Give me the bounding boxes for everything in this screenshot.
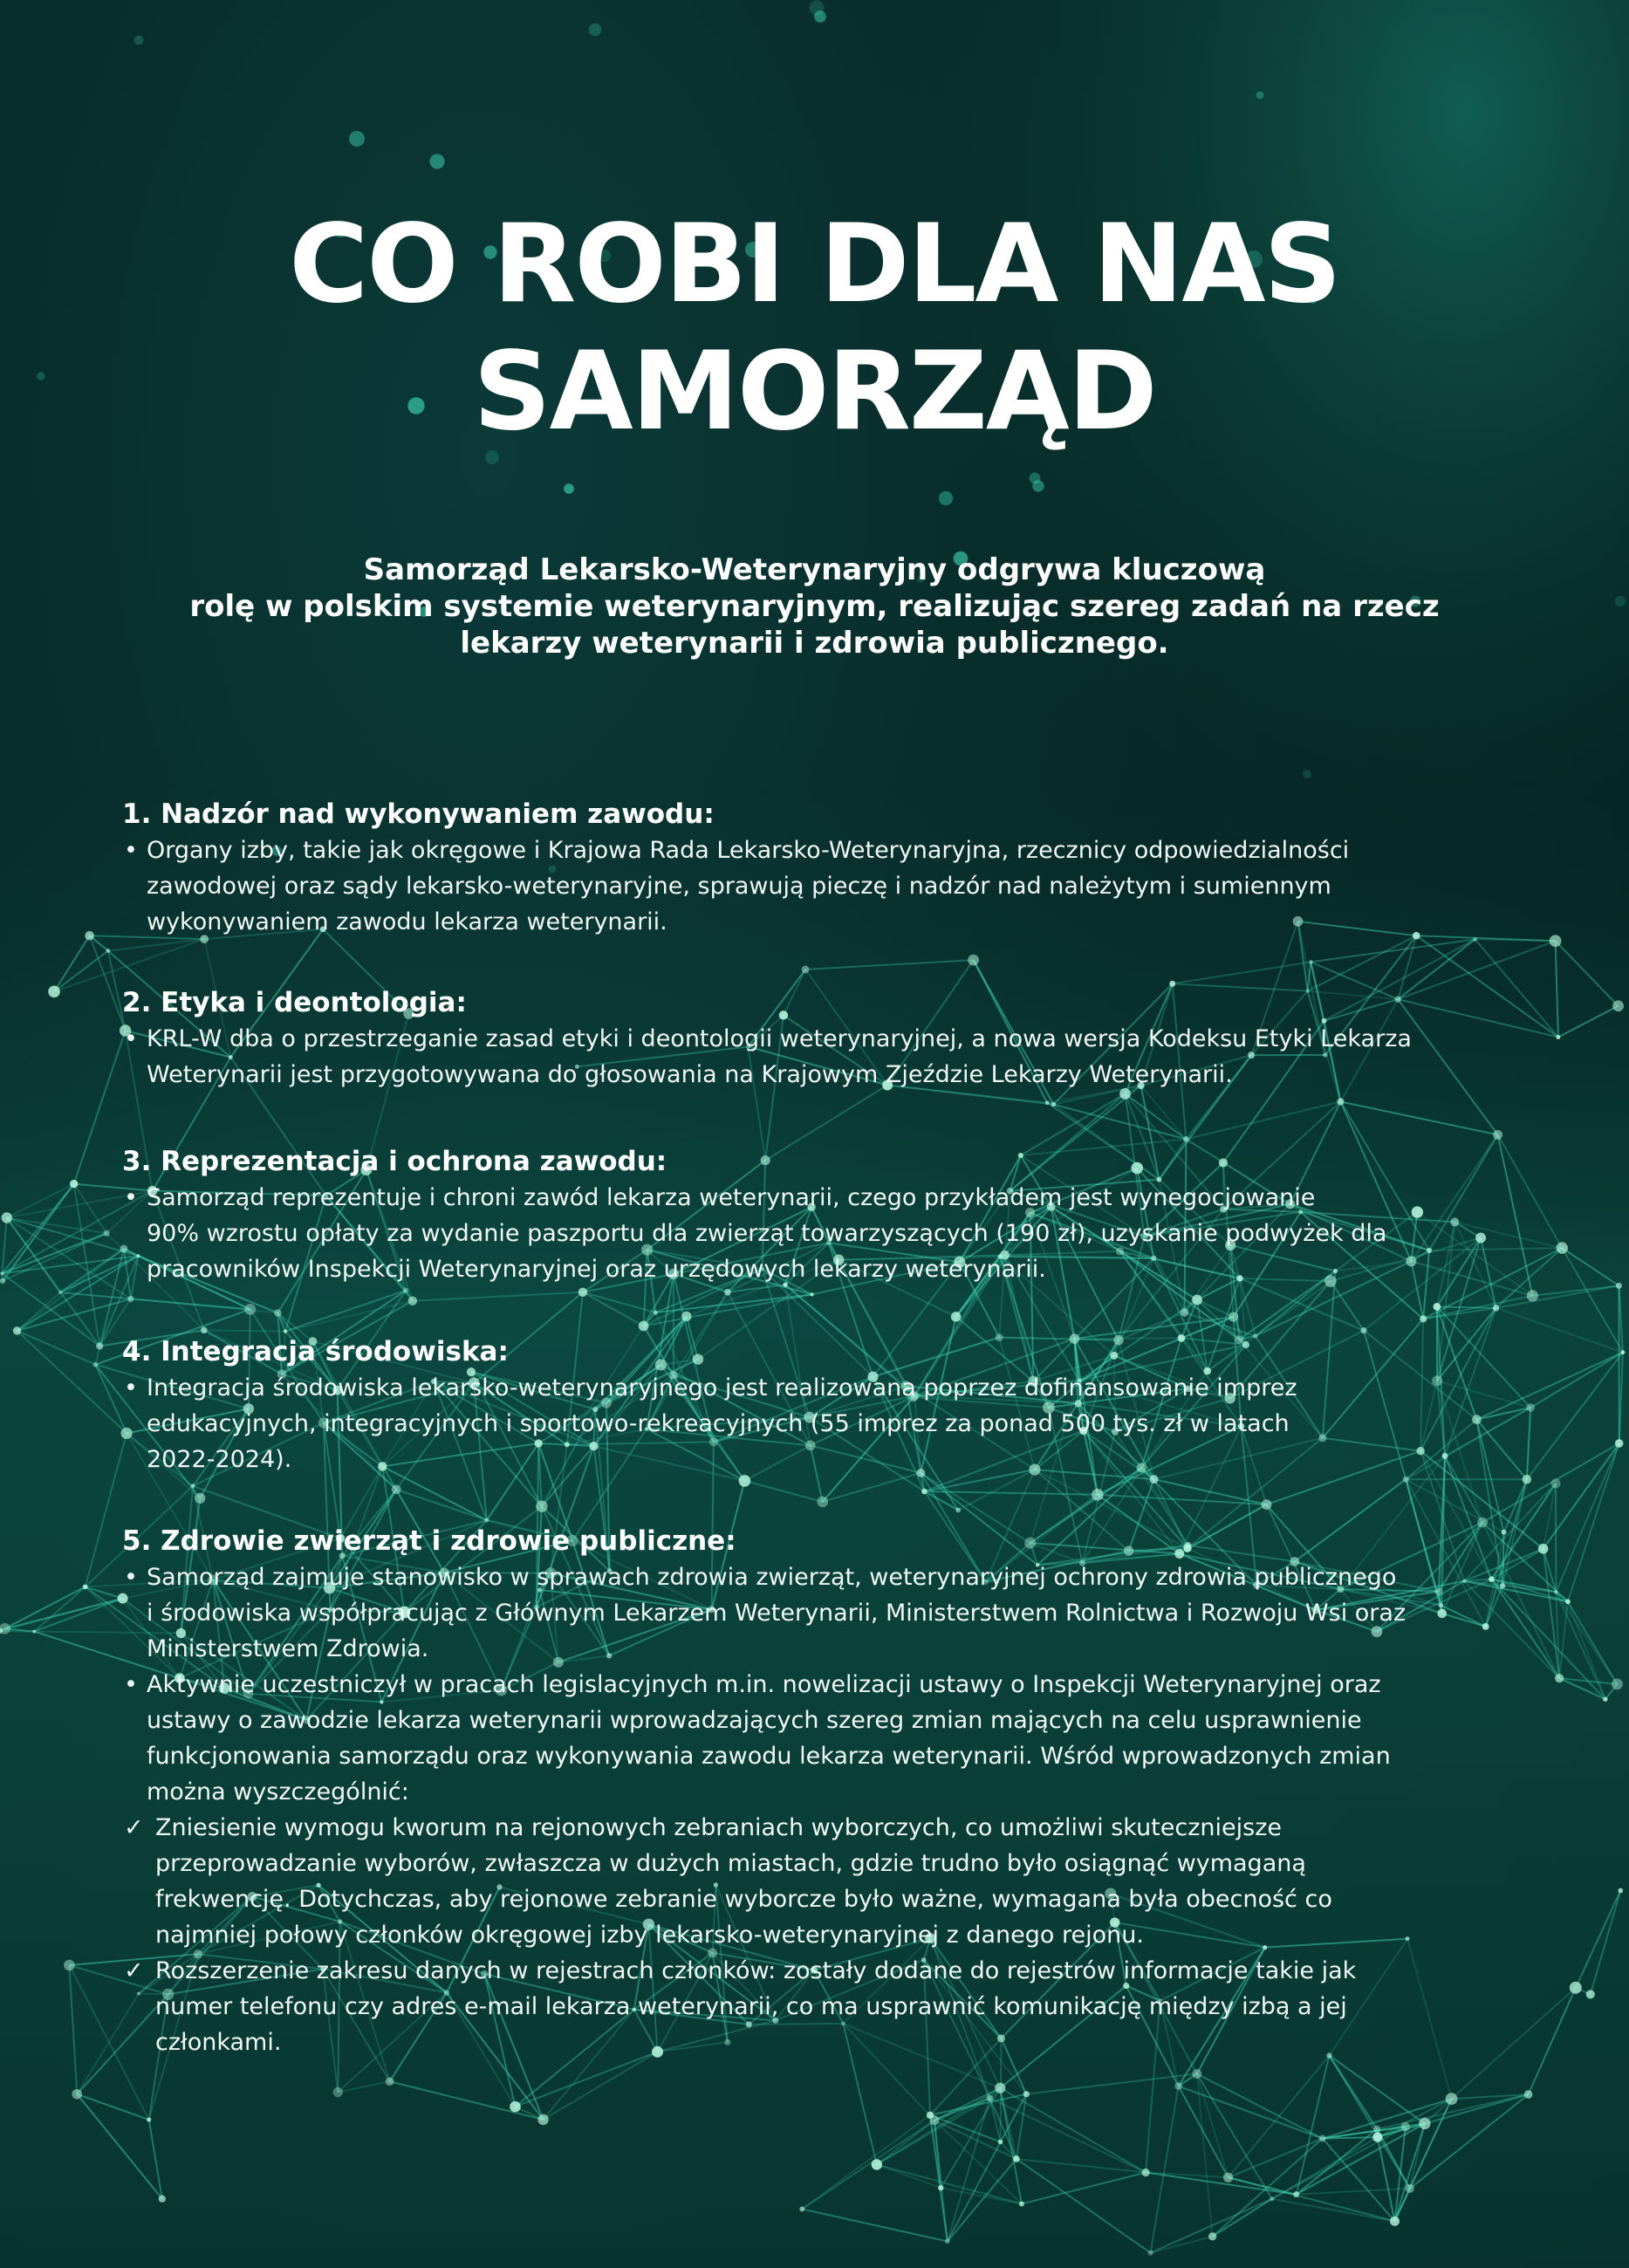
text-line: przeprowadzanie wyborów, zwłaszcza w dużych miastach, gdzie trudno było osiągnąć wymaganą [155,1850,1306,1877]
text-line: i środowiska współpracując z Głównym Lekarzem Weterynarii, Ministerstwem Rolnictwa i Rozwoju Wsi oraz [147,1600,1407,1627]
text-line: wykonywaniem zawodu lekarza weterynarii. [147,908,667,935]
text-line: • Integracja środowiska lekarsko-weterynaryjnego jest realizowana poprzez dofinansowanie imprez [147,1374,1297,1401]
intro-line-1: Samorząd Lekarsko-Weterynaryjny odgrywa kluczową [363,552,1266,587]
intro-line-2: rolę w polskim systemie weterynaryjnym, realizując szereg zadań na rzecz [189,589,1440,624]
bullet-item [122,1021,1518,1093]
page-title [0,201,1629,456]
text-line: Weterynarii jest przygotowywana do głosowania na Krajowym Zjeździe Lekarzy Weterynarii. [147,1061,1233,1088]
checkmark-icon: ✓ [124,1814,144,1841]
intro-paragraph [157,552,1472,661]
title-line-1: CO ROBI DLA NAS [289,202,1340,327]
section-heading: 3. Reprezentacja i ochrona zawodu: [122,1146,667,1177]
text-line: można wyszczególnić: [147,1778,409,1805]
text-line: funkcjonowania samorządu oraz wykonywania zawodu lekarza weterynarii. Wśród wprowadzonych zmian [147,1743,1391,1770]
text-line: • Aktywnie uczestniczył w pracach legislacyjnych m.in. nowelizacji ustawy o Inspekcji Weterynaryjnej oraz [147,1671,1381,1698]
text-line: edukacyjnych, integracyjnych i sportowo-rekreacyjnych (55 imprez za ponad 500 tys. zł w latach [147,1410,1290,1437]
text-line: Rozszerzenie zakresu danych w rejestrach członków: zostały dodane do rejestrów informacje takie jak [155,1957,1357,1984]
checklist-item [122,1953,1518,2060]
text-line: • KRL-W dba o przestrzeganie zasad etyki i deontologii weterynaryjnej, a nowa wersja Kodeksu Etyki Lekarza [147,1025,1412,1052]
section-4 [122,1333,1518,1477]
section-2 [122,984,1518,1093]
title-line-2: SAMORZĄD [473,329,1156,455]
text-line: 2022-2024). [147,1446,292,1473]
checkmark-icon: ✓ [124,1957,144,1984]
section-1 [122,796,1518,940]
bullet-item [122,1667,1518,1810]
text-line: najmniej połowy członków okręgowej izby lekarsko-weterynaryjnej z danego rejonu. [155,1922,1144,1949]
text-line: numer telefonu czy adres e-mail lekarza weterynarii, co ma usprawnić komunikację między izbą a jej [155,1993,1347,2020]
section-heading: 2. Etyka i deontologia: [122,987,467,1018]
bullet-item [122,1180,1518,1287]
text-line: Ministerstwem Zdrowia. [147,1635,429,1662]
text-line: ustawy o zawodzie lekarza weterynarii wprowadzających szereg zmian mających na celu usprawnienie [147,1707,1362,1734]
text-line: frekwencję. Dotychczas, aby rejonowe zebranie wyborcze było ważne, wymagana była obecność co [155,1886,1332,1913]
text-line: • Organy izby, takie jak okręgowe i Krajowa Rada Lekarsko-Weterynaryjna, rzecznicy odpowiedzialności [147,837,1350,864]
intro-line-3: lekarzy weterynarii i zdrowia publicznego. [460,626,1169,661]
text-line: • Samorząd zajmuje stanowisko w sprawach zdrowia zwierząt, weterynaryjnej ochrony zdrowia publicznego [147,1564,1397,1591]
section-heading: 1. Nadzór nad wykonywaniem zawodu: [122,798,715,830]
checklist-item [122,1810,1518,1953]
section-5 [122,1523,1518,2060]
text-line: Zniesienie wymogu kworum na rejonowych zebraniach wyborczych, co umożliwi skuteczniejsze [155,1814,1282,1841]
bullet-item [122,1370,1518,1477]
section-heading: 5. Zdrowie zwierząt i zdrowie publiczne: [122,1525,736,1557]
bullet-item [122,1559,1518,1667]
text-line: pracowników Inspekcji Weterynaryjnej oraz urzędowych lekarzy weterynarii. [147,1256,1046,1283]
section-3 [122,1143,1518,1287]
section-heading: 4. Integracja środowiska: [122,1336,509,1367]
text-line: • Samorząd reprezentuje i chroni zawód lekarza weterynarii, czego przykładem jest wynegocjowanie [147,1184,1316,1211]
text-line: 90% wzrostu opłaty za wydanie paszportu dla zwierząt towarzyszących (190 zł), uzyskanie podwyżek dla [147,1220,1387,1247]
text-line: zawodowej oraz sądy lekarsko-weterynaryjne, sprawują pieczę i nadzór nad należytym i sumiennym [147,873,1331,900]
text-line: członkami. [155,2029,282,2056]
bullet-item [122,833,1518,940]
